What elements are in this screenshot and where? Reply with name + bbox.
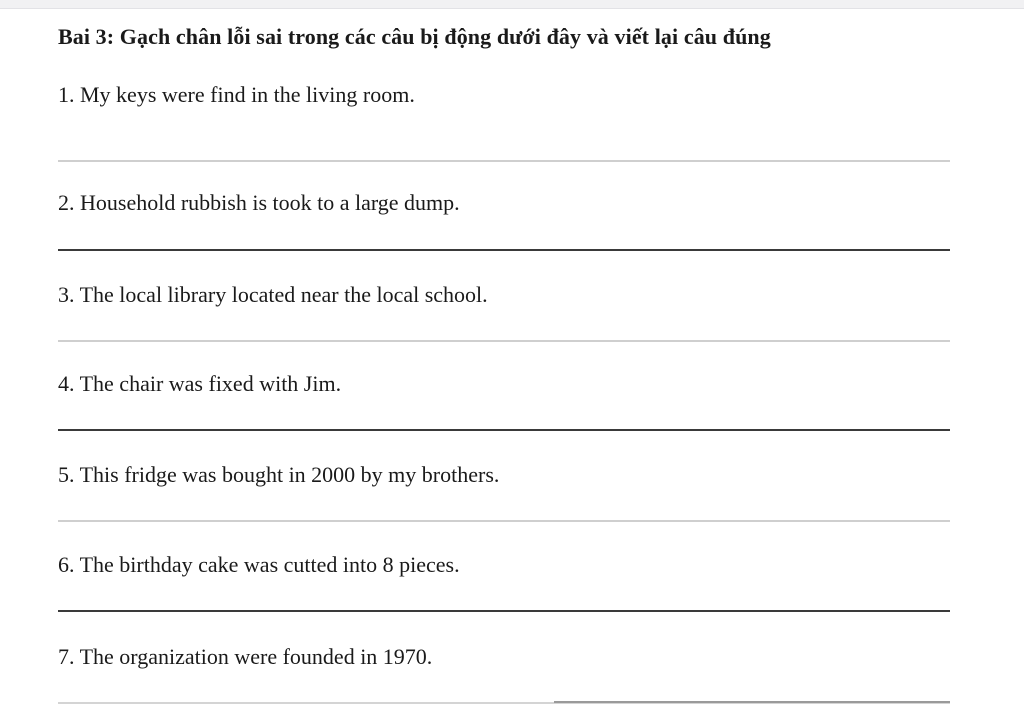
question-3	[58, 282, 958, 308]
question-7	[58, 644, 958, 670]
answer-line[interactable]	[58, 249, 950, 251]
answer-line[interactable]	[58, 340, 950, 342]
exercise-title: Bai 3: Gạch chân lỗi sai trong các câu bị động dưới đây và viết lại câu đúng	[58, 24, 771, 49]
question-text: 4. The chair was fixed with Jim.	[58, 371, 342, 396]
question-6	[58, 552, 958, 578]
question-1	[58, 82, 958, 108]
answer-line[interactable]	[58, 610, 950, 612]
answer-line[interactable]	[58, 429, 950, 431]
question-text: 6. The birthday cake was cutted into 8 pieces.	[58, 552, 460, 577]
question-text: 5. This fridge was bought in 2000 by my brothers.	[58, 462, 500, 487]
toolbar-remnant	[0, 0, 1024, 9]
question-text: 3. The local library located near the local school.	[58, 282, 488, 307]
answer-line[interactable]	[58, 702, 950, 704]
question-4	[58, 371, 958, 397]
question-2	[58, 190, 958, 216]
question-text: 7. The organization were founded in 1970.	[58, 644, 433, 669]
answer-line[interactable]	[58, 520, 950, 522]
question-text: 2. Household rubbish is took to a large dump.	[58, 190, 460, 215]
answer-line[interactable]	[58, 160, 950, 162]
question-text: 1. My keys were find in the living room.	[58, 82, 415, 107]
question-5	[58, 462, 958, 488]
